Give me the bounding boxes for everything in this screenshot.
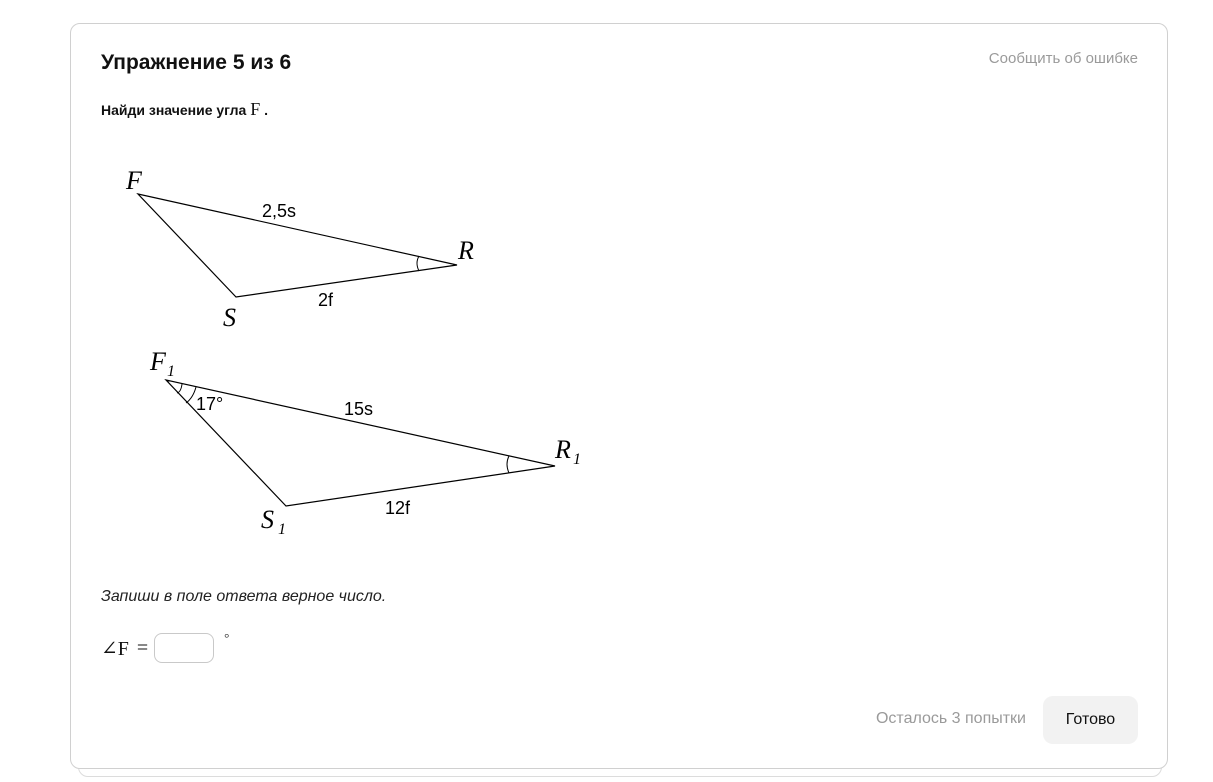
vertex-r-label: R — [458, 236, 474, 265]
vertex-s1-label: S — [261, 505, 274, 534]
question-variable: F — [250, 99, 261, 119]
report-error-link[interactable]: Сообщить об ошибке — [988, 50, 1138, 67]
angle-f1-measure: 17° — [196, 394, 224, 414]
question-prefix: Найди значение угла — [101, 102, 247, 118]
vertex-r1-subscript: 1 — [573, 451, 581, 468]
side-s1r1-measure: 12f — [385, 498, 411, 518]
vertex-f-label: F — [126, 166, 142, 195]
attempts-remaining: Осталось 3 попытки — [875, 710, 1026, 727]
degree-unit: ° — [224, 630, 230, 645]
question-text — [101, 99, 268, 120]
vertex-s-label: S — [223, 303, 236, 332]
question-suffix: . — [264, 102, 269, 118]
instruction-text: Запиши в поле ответа верное число. — [101, 588, 387, 605]
exercise-card — [70, 23, 1168, 769]
side-fr-measure: 2,5s — [262, 201, 297, 221]
vertex-f1-label: F — [150, 347, 166, 376]
vertex-f1-subscript: 1 — [167, 363, 175, 380]
side-f1r1-measure: 15s — [344, 399, 374, 419]
answer-input[interactable] — [154, 633, 214, 663]
done-button[interactable]: Готово — [1043, 696, 1138, 744]
equals-sign: = — [136, 636, 149, 659]
vertex-r1-label: R — [555, 435, 571, 464]
answer-row — [101, 632, 229, 664]
angle-label: ∠F — [101, 637, 129, 660]
exercise-title: Упражнение 5 из 6 — [101, 51, 292, 74]
vertex-s1-subscript: 1 — [278, 521, 286, 538]
side-sr-measure: 2f — [318, 290, 334, 310]
